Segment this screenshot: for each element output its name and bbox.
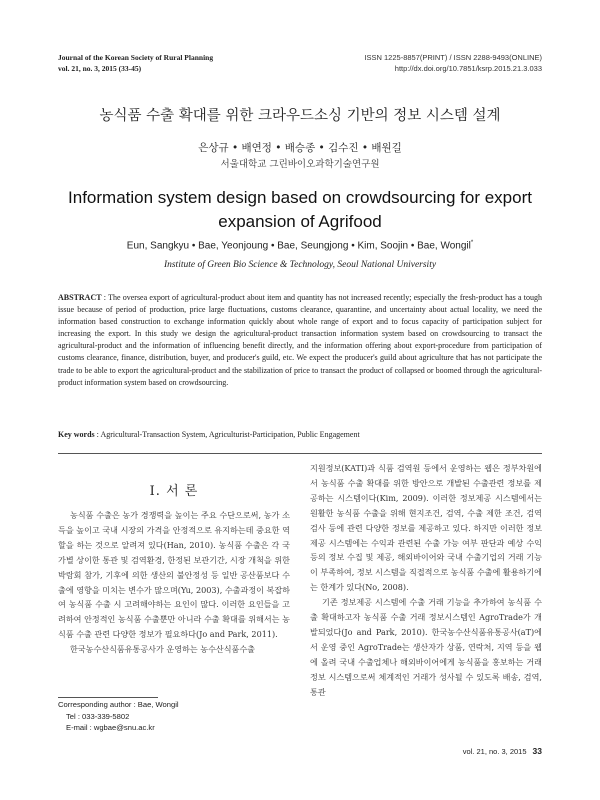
left-column [58, 508, 290, 657]
right-column [310, 461, 542, 700]
correspondence [58, 699, 179, 734]
divider [58, 453, 542, 454]
paragraph: 농식품 수출은 농가 경쟁력을 높이는 주요 수단으로써, 농가 소득을 높이고 국내 시장의 가격을 안정적으로 유지하는데 중요한 역할을 하는 것으로 알려져 있다(Han, 2010). 농식품 수출은 각 국가별 상이한 통관 및 검역환경, 한정된 보관기간, 시장 개척을 위한 박람회 참가, 기후에 의한 생산의 불안정성 등 일반 공산품보다 수출에 영향을 미치는 변수가 많으며(Yu, 2003), 수출과정이 복잡하여 농식품 수출 시 고려해야하는 요인이 많다. 이러한 요인들을 고려하여 안정적인 농식품 수출뿐만 아니라 수출 확대를 위해서는 농식품 수출 관련 다양한 정보가 필요하다(Jo and Park, 2011). [58, 510, 290, 640]
corresponding-author: Corresponding author : Bae, Wongil [58, 700, 179, 709]
abstract-text: : The oversea export of agricultural-product about item and quantity has not increased recently; especially the fresh-product has a tough issue because of period of production, price large fluctuations, customs clearance, quarantine, and uncertainty about actual locality, we need the information based construction to exchange information quickly about whole range of export and to focus capacity of participation subject for increasing the export. In this study we design the agricultural-product transaction information system based on crowdsourcing to transact the agricultural-product and the information of influencing benefit directly, and the information offering about export-procedure from participation of customs clearance, finance, distribution, buyer, and producer's guild, etc. We expect the producer's guild about agriculture that has not participate the trade to be able to export the agricultural-product and the stabilization of price to transact the product of collapsed or boomed through the agricultural-product information system based on crowdsourcing. [58, 293, 542, 387]
telephone: Tel : 033-339-5802 [66, 711, 130, 721]
issn: ISSN 1225-8857(PRINT) / ISSN 2288-9493(ONLINE) [364, 53, 542, 62]
korean-affiliation: 서울대학교 그린바이오과학기술연구원 [220, 159, 380, 170]
paragraph: 한국농수산식품유통공사가 운영하는 농수산식품수출 [70, 644, 255, 655]
doi-link[interactable]: http://dx.doi.org/10.7851/ksrp.2015.21.3.033 [394, 64, 542, 73]
journal-header [58, 52, 213, 74]
paragraph: 지원정보(KATI)과 식품 검역원 등에서 운영하는 웹은 정부차원에서 농식품 수출 확대를 위한 방안으로 개발된 수출관련 정보를 제공하는 시스템이다(Kim, 2009). 이러한 정보제공 시스템에서는 원활한 농식품 수출을 위해 현지조건, 검역, 수출 제한 조건, 검역 검사 등에 관련 다양한 정보를 제공하고 있다. 하지만 이러한 정보제공 시스템에는 수익과 관련된 수출 가능 여부 판단과 예상 수익 등의 정보 수집 및 제공, 해외바이어와 국내 수출기업의 거래 기능이 부족하여, 정보 시스템을 직접적으로 농식품 수출에 활용하기에는 한계가 있다(No, 2008). [310, 463, 542, 593]
abstract-label: ABSTRACT [58, 293, 102, 302]
korean-authors: 은상규 • 배연정 • 배승종 • 김수진 • 배원길 [198, 142, 402, 154]
footnote-divider [58, 697, 158, 698]
korean-title: 농식품 수출 확대를 위한 크라우드소싱 기반의 정보 시스템 설계 [99, 108, 501, 124]
footer-issue: vol. 21, no. 3, 2015 [462, 747, 527, 756]
english-title-line2: expansion of Agrifood [218, 212, 382, 231]
corresponding-mark: * [470, 240, 474, 246]
email[interactable]: E-mail : wgbae@snu.ac.kr [66, 723, 155, 732]
paragraph: 기존 정보제공 시스템에 수출 거래 기능을 추가하여 농식품 수출 확대하고자 농식품 수출 거래 정보시스템인 AgroTrade가 개발되었다(Jo and Park, 2010). 한국농수산식품유통공사(aT)에서 운영 중인 AgroTrade는 생산자가 상품, 연락처, 지역 등을 웹에 올려 국내 수출업체나 해외바이어에게 농식품을 홍보하는 거래 정보 시스템으로써 체계적인 거래가 성사될 수 있도록 배송, 검역, 통관 [310, 597, 542, 697]
page-footer [463, 746, 542, 756]
english-title-line1: Information system design based on crowdsourcing for export [68, 188, 532, 207]
section-heading: I. 서 론 [149, 484, 199, 499]
english-affiliation: Institute of Green Bio Science & Technology, Seoul National University [163, 260, 437, 270]
page-number: 33 [532, 746, 542, 756]
keywords-text: : Agricultural-Transaction System, Agriculturist-Participation, Public Engagement [94, 430, 360, 439]
keywords-label: Key words [58, 430, 95, 439]
journal-volume: vol. 21, no. 3, 2015 (33-45) [58, 64, 142, 73]
english-authors-line [0, 240, 600, 251]
english-authors: Eun, Sangkyu • Bae, Yeonjoung • Bae, Seungjong • Kim, Soojin • Bae, Wongil [126, 240, 471, 252]
journal-name: Journal of the Korean Society of Rural Planning [58, 53, 214, 62]
issn-header [364, 52, 542, 74]
abstract [58, 292, 542, 389]
english-title [60, 186, 540, 234]
keywords [58, 430, 542, 439]
